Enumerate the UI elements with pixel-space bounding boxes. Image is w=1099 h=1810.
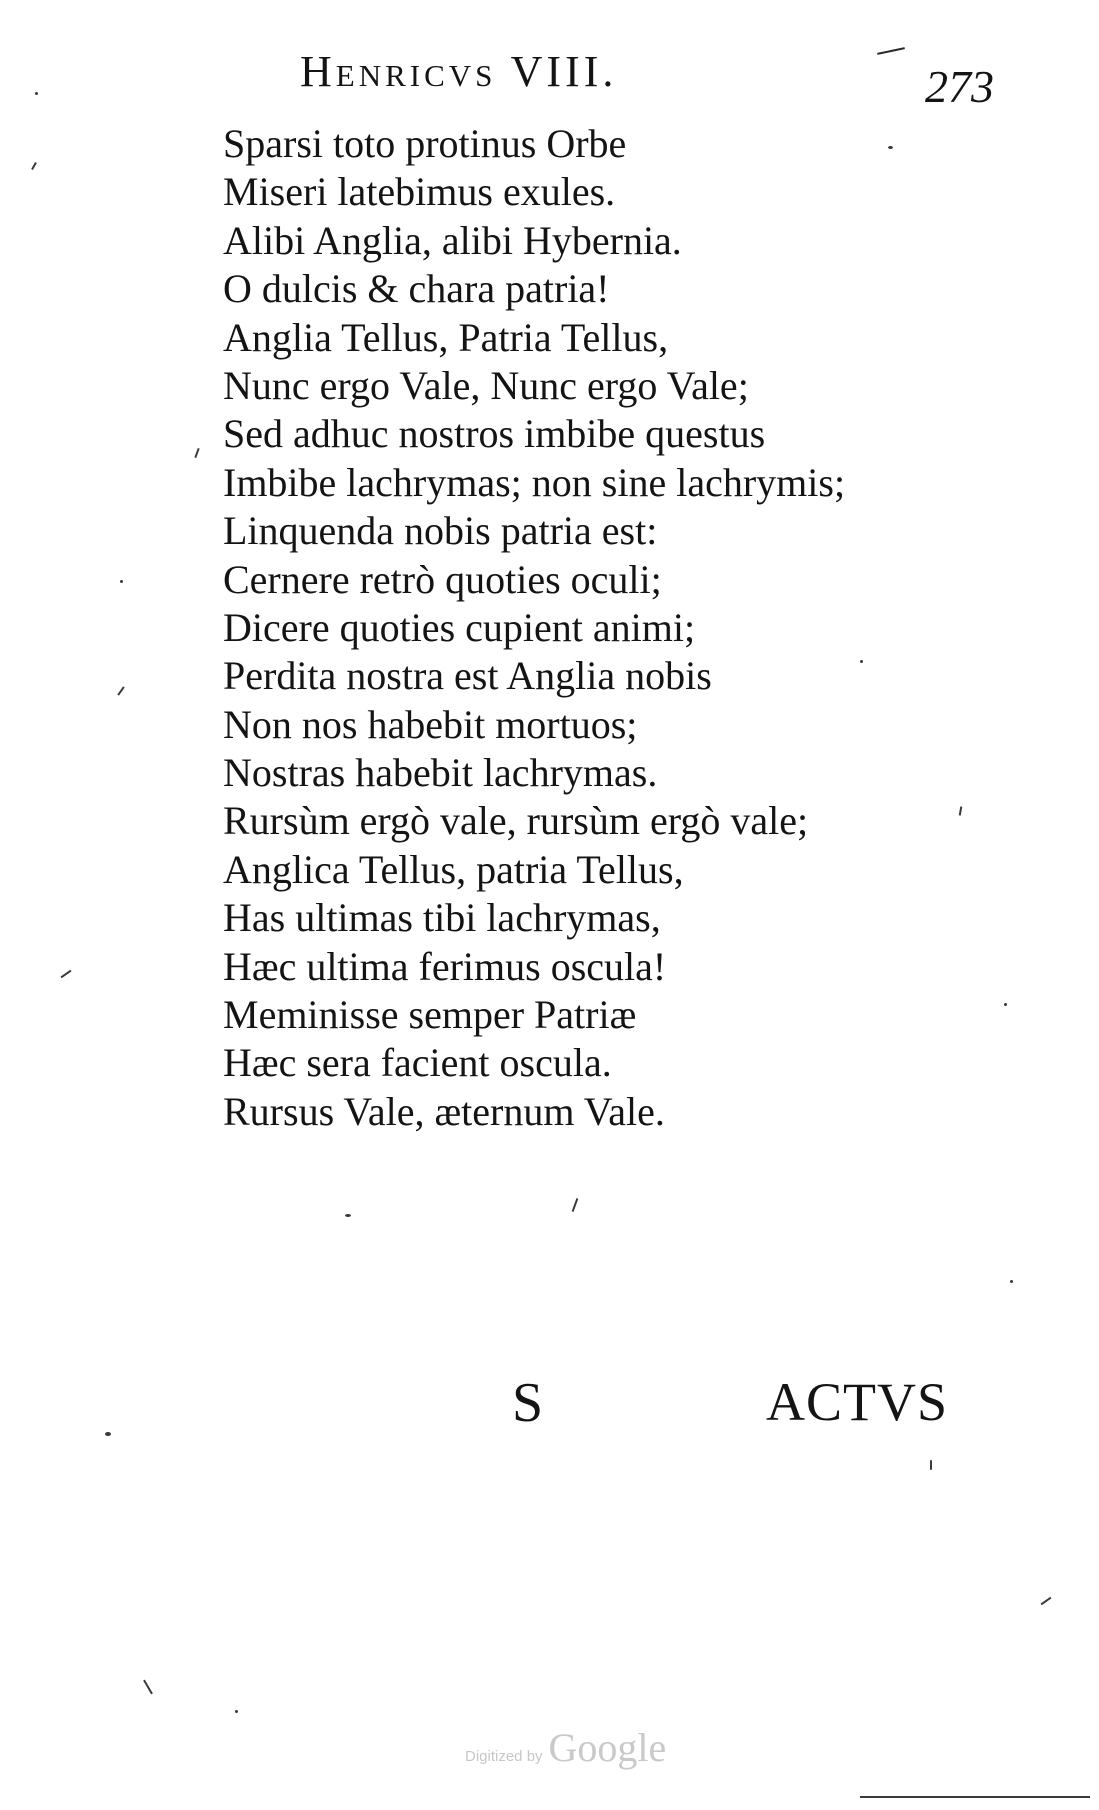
paper-speck <box>35 92 38 95</box>
verse-line: Meminisse semper Patriæ <box>223 992 637 1038</box>
verse-line: Imbibe lachrymas; non sine lachrymis; <box>223 459 846 505</box>
google-logo: Google <box>548 1725 667 1770</box>
paper-speck <box>930 1460 932 1470</box>
paper-speck <box>117 686 124 695</box>
paper-speck <box>1004 1003 1007 1006</box>
verse-line: Anglica Tellus, patria Tellus, <box>223 846 684 892</box>
paper-speck <box>860 1796 1090 1798</box>
verse-line: Perdita nostra est Anglia nobis <box>223 653 712 699</box>
paper-speck <box>61 970 72 979</box>
verse-line: O dulcis & chara patria! <box>223 266 610 312</box>
verse-line: Alibi Anglia, alibi Hybernia. <box>223 217 682 263</box>
paper-speck <box>31 162 37 170</box>
verse-line: Sparsi toto protinus Orbe <box>223 121 627 166</box>
verse-line: Linquenda nobis patria est: <box>223 508 658 554</box>
verse-line: Hæc ultima ferimus oscula! <box>223 943 667 989</box>
paper-speck <box>194 448 199 458</box>
verse-line: Miseri latebimus exules. <box>223 169 616 215</box>
verse-line: Cernere retrò quoties oculi; <box>223 556 662 602</box>
digitized-by-label: Digitized by <box>465 1748 543 1765</box>
paper-speck <box>1041 1597 1052 1606</box>
page-number: 273 <box>925 61 994 112</box>
verse-line: Non nos habebit mortuos; <box>223 701 638 747</box>
verse-line: Rursùm ergò vale, rursùm ergò vale; <box>223 798 809 844</box>
paper-speck <box>235 1710 238 1713</box>
paper-speck <box>105 1432 111 1436</box>
verse-line: Rursus Vale, æternum Vale. <box>223 1088 665 1134</box>
digitized-watermark <box>465 1724 666 1771</box>
paper-speck <box>120 580 123 583</box>
verse-block <box>223 120 983 1136</box>
running-title: Henricvs VIII. <box>300 47 618 96</box>
paper-speck <box>345 1214 351 1217</box>
verse-line: Hæc sera facient oscula. <box>223 1040 612 1086</box>
catchword: ACTVS <box>766 1372 949 1432</box>
paper-speck <box>860 660 863 663</box>
paper-speck <box>572 1198 579 1212</box>
paper-speck <box>1010 1280 1013 1283</box>
verse-line: Nostras habebit lachrymas. <box>223 750 658 796</box>
verse-line: Anglia Tellus, Patria Tellus, <box>223 314 669 360</box>
verse-line: Nunc ergo Vale, Nunc ergo Vale; <box>223 362 749 408</box>
signature-mark: S <box>512 1372 544 1434</box>
paper-speck <box>888 146 893 149</box>
verse-line: Sed adhuc nostros imbibe questus <box>223 411 766 457</box>
verse-line: Dicere quoties cupient animi; <box>223 604 696 650</box>
verse-line: Has ultimas tibi lachrymas, <box>223 895 661 941</box>
ink-mark <box>877 47 905 55</box>
paper-speck <box>143 1680 153 1695</box>
